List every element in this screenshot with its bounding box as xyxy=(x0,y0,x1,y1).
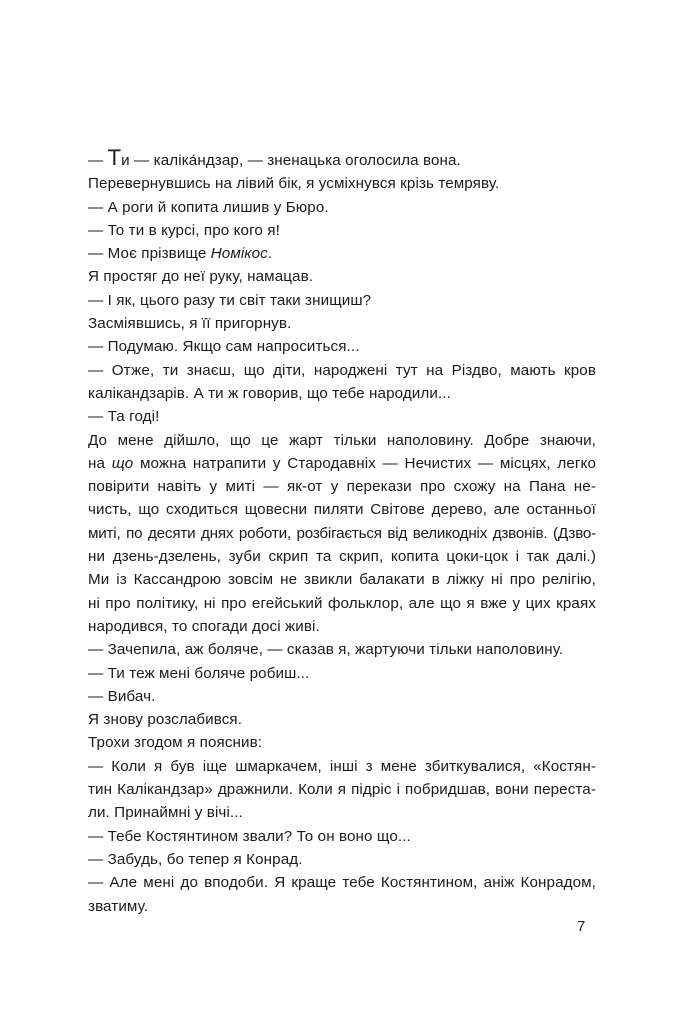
text-line-20: ні про політику, ні про егейський фольклор, але що я вже у цих краях xyxy=(88,594,596,612)
text-line-10: — Отже, ти знаєш, що діти, народжені тут на Різдво, мають кров xyxy=(88,361,596,379)
text-line-19: Ми із Кассандрою зовсім не звикли балакати в ліжку ні про релігію, xyxy=(88,571,596,589)
text-line-13: До мене дійшло, що це жарт тільки наполовину. Добре знаючи, xyxy=(88,431,596,449)
page-number: 7 xyxy=(577,918,586,935)
text-line-14: на що можна натрапити у Стародавніх — Нечистих — місцях, легко xyxy=(88,454,597,472)
text-line-26: Трохи згодом я пояснив: xyxy=(88,734,263,752)
text-line-9: — Подумаю. Якщо сам напроситься... xyxy=(88,338,360,356)
text-line-25: Я знову розслабився. xyxy=(88,711,243,729)
text-line-33: зватиму. xyxy=(88,897,149,915)
text-line-32: — Але мені до вподоби. Я краще тебе Костянтином, аніж Конрадом, xyxy=(88,874,596,892)
text-line-23: — Ти теж мені боляче робиш... xyxy=(88,664,310,682)
text-line-17: миті, по десяти днях роботи, розбігається від великодніх дзвонів. (Дзво- xyxy=(88,524,596,542)
text-line-24: — Вибач. xyxy=(88,687,156,705)
text-line-11: калікандзарів. А ти ж говорив, що тебе народили... xyxy=(88,384,451,402)
text-line-3: — А роги й копита лишив у Бюро. xyxy=(88,198,329,216)
text-line-15: повірити навіть у миті — як-от у перекази про схожу на Пана не- xyxy=(88,478,596,496)
text-line-31: — Забудь, бо тепер я Конрад. xyxy=(88,850,303,868)
text-line-22: — Зачепила, аж боляче, — сказав я, жартуючи тільки наполовину. xyxy=(88,641,564,659)
text-line-27: — Коли я був іще шмаркачем, інші з мене збиткувалися, «Костян- xyxy=(88,757,596,775)
text-line-1: — Ти — каліка́ндзар, — зненацька оголосила вона. xyxy=(88,145,461,170)
text-line-12: — Та годі! xyxy=(88,408,160,426)
text-line-29: ли. Принаймні у вічі... xyxy=(88,804,243,822)
text-line-28: тин Калікандзар» дражнили. Коли я підріс і побридшав, вони переста- xyxy=(88,781,596,799)
text-line-8: Засміявшись, я її пригорнув. xyxy=(88,315,292,333)
text-line-7: — І як, цього разу ти світ таки знищиш? xyxy=(88,291,372,309)
italic-surname: Номікос xyxy=(210,245,268,263)
text-line-30: — Тебе Костянтином звали? То он воно що... xyxy=(88,827,411,845)
text-line-4: — То ти в курсі, про кого я! xyxy=(88,221,280,239)
page-body xyxy=(88,146,596,918)
text-line-18: ни дзень-дзелень, зуби скрип та скрип, копита цоки-цок і так далі.) xyxy=(88,548,596,566)
italic-word: що xyxy=(111,454,134,472)
text-line-2: Перевернувшись на лівий бік, я усміхнувся крізь темряву. xyxy=(88,175,500,193)
text-line-21: народився, то спогади досі живі. xyxy=(88,617,320,635)
text-line-5: — Моє прізвище Номікос. xyxy=(88,245,273,263)
text-line-6: Я простяг до неї руку, намацав. xyxy=(88,268,314,286)
drop-letter: Т xyxy=(107,145,122,170)
text-line-16: чисть, що сходиться щовесни пиляти Світове дерево, але останньої xyxy=(88,501,596,519)
